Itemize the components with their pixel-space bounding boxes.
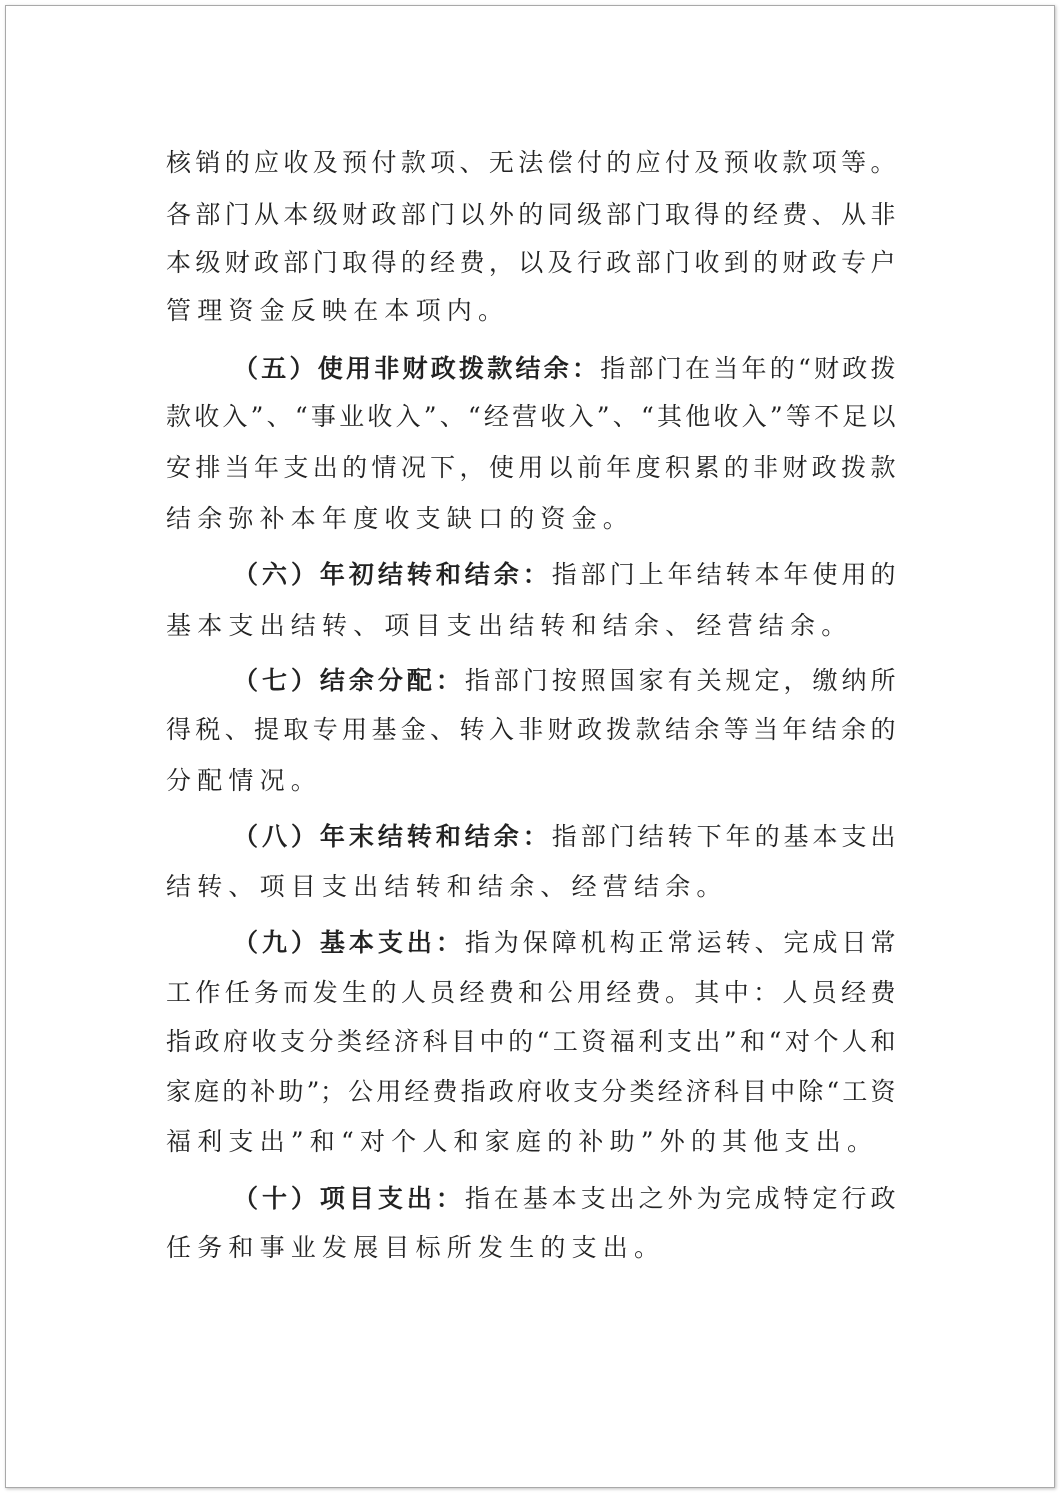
item-10-line-2: 任务和事业发展目标所发生的支出。 — [166, 1233, 666, 1262]
item-9-line-5: 福利支出”和“对个人和家庭的补助”外的其他支出。 — [166, 1127, 879, 1156]
item-6-first-text: 指部门上年结转本年使用的 — [551, 560, 896, 589]
item-7-line-3: 分配情况。 — [166, 766, 323, 795]
item-8-first-line — [233, 811, 896, 863]
item-9-line-3: 指政府收支分类经济科目中的“工资福利支出”和“对个人和 — [166, 1027, 896, 1056]
item-8-term: （八）年末结转和结余： — [233, 822, 552, 851]
item-7-first-text: 指部门按照国家有关规定，缴纳所 — [464, 666, 896, 695]
item-6-line-2: 基本支出结转、项目支出结转和结余、经营结余。 — [166, 611, 853, 640]
item-8-first-text: 指部门结转下年的基本支出 — [551, 822, 896, 851]
item-5-first-text: 指部门在当年的“财政拨 — [600, 354, 896, 383]
item-10-first-text: 指在基本支出之外为完成特定行政 — [464, 1184, 896, 1213]
item-5-line-3: 安排当年支出的情况下，使用以前年度积累的非财政拨款 — [166, 453, 896, 482]
item-9-first-text: 指为保障机构正常运转、完成日常 — [464, 928, 896, 957]
item-7-term: （七）结余分配： — [233, 666, 465, 695]
item-6-first-line — [233, 549, 896, 601]
intro-line-3: 本级财政部门取得的经费，以及行政部门收到的财政专户 — [166, 248, 896, 277]
item-9-line-2: 工作任务而发生的人员经费和公用经费。其中：人员经费 — [166, 978, 896, 1007]
item-10-term: （十）项目支出： — [233, 1184, 465, 1213]
item-9-line-4: 家庭的补助”；公用经费指政府收支分类经济科目中除“工资 — [166, 1077, 896, 1106]
intro-line-2: 各部门从本级财政部门以外的同级部门取得的经费、从非 — [166, 200, 896, 229]
intro-line-1: 核销的应收及预付款项、无法偿付的应付及预收款项等。 — [166, 148, 896, 177]
item-9-first-line — [233, 917, 896, 969]
item-9-term: （九）基本支出： — [233, 928, 465, 957]
item-10-first-line — [233, 1173, 896, 1225]
item-8-line-2: 结转、项目支出结转和结余、经营结余。 — [166, 872, 728, 901]
item-5-line-2: 款收入”、“事业收入”、“经营收入”、“其他收入”等不足以 — [166, 402, 896, 431]
intro-line-4: 管理资金反映在本项内。 — [166, 296, 510, 325]
item-5-term: （五）使用非财政拨款结余： — [233, 354, 601, 383]
item-7-first-line — [233, 655, 896, 707]
item-6-term: （六）年初结转和结余： — [233, 560, 552, 589]
item-7-line-2: 得税、提取专用基金、转入非财政拨款结余等当年结余的 — [166, 715, 896, 744]
item-5-line-4: 结余弥补本年度收支缺口的资金。 — [166, 504, 635, 533]
item-5-first-line — [233, 343, 896, 395]
